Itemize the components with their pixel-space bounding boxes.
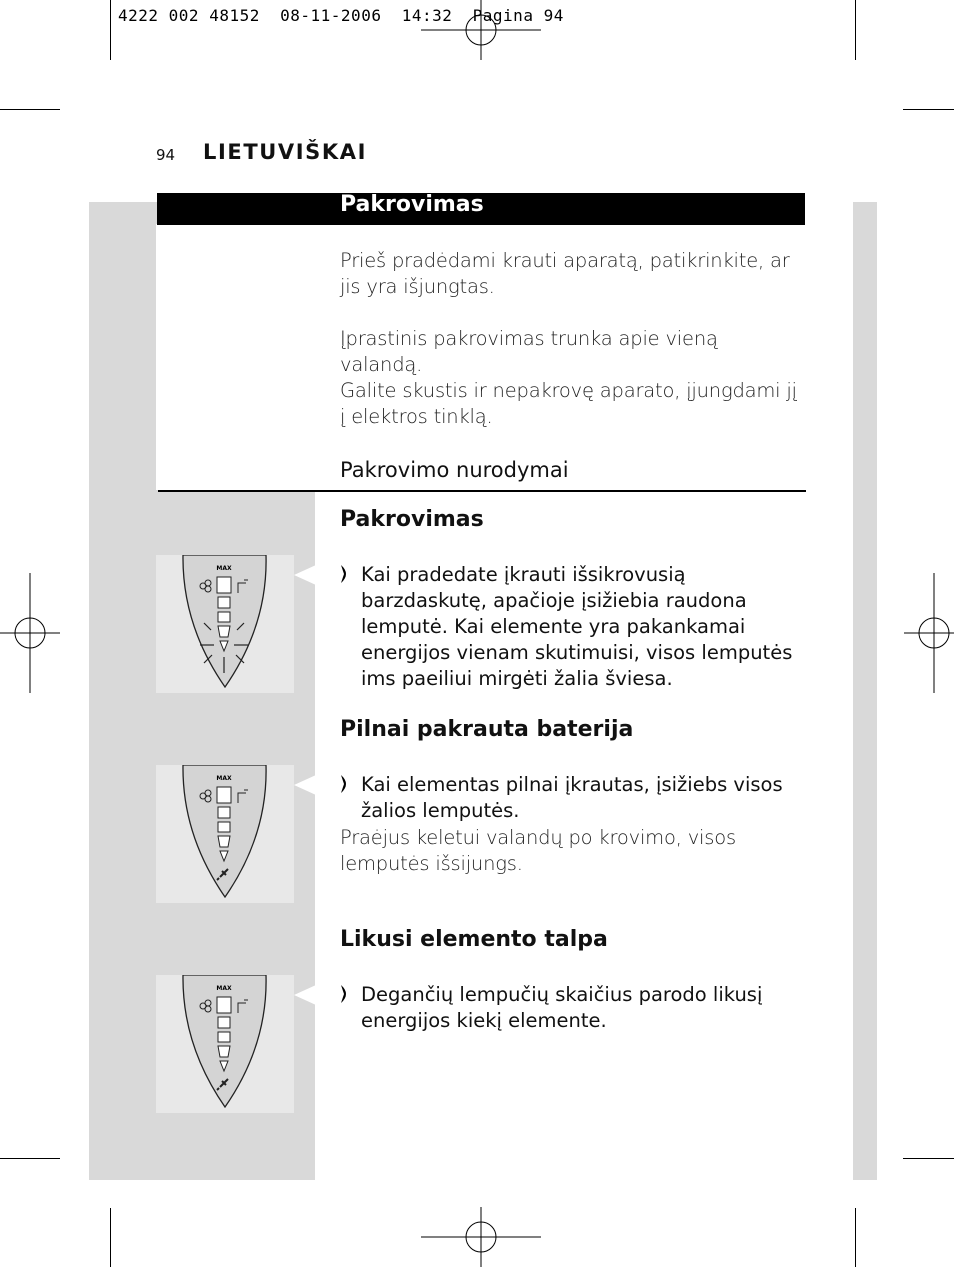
bullet-arrow-icon — [340, 564, 352, 584]
max-label: MAX — [216, 565, 232, 572]
bullet-item — [340, 772, 808, 824]
bullet-arrow-icon — [340, 984, 352, 1004]
left-white-strip — [156, 224, 315, 490]
shaver-display-illustration — [156, 555, 294, 693]
page-number: 94 — [156, 146, 176, 164]
max-label: MAX — [216, 775, 232, 782]
print-slug: 4222 002 48152 08-11-2006 14:32 Pagina 94 — [118, 6, 564, 25]
block-heading: Pilnai pakrauta baterija — [340, 717, 634, 742]
bullet-text: Kai pradedate įkrauti išsikrovusią barzdaskutę, apačioje įsižiebia raudona lemputė. Kai elemente yra pakankamai energijos vienam skutimuisi, visos lemputės ims paeiliui mirgėti žalia šviesa. — [361, 563, 793, 690]
indications-heading: Pakrovimo nurodymai — [340, 458, 569, 482]
illustration-pointer — [294, 565, 316, 585]
illustration-full-battery — [156, 765, 294, 903]
illustration-remaining-capacity — [156, 975, 294, 1113]
block-extra-text: Praėjus keletui valandų po krovimo, visos lemputės išsijungs. — [340, 826, 736, 875]
intro-paragraph: Įprastinis pakrovimas trunka apie vieną valandą. — [340, 327, 718, 376]
bullet-item — [340, 982, 808, 1034]
right-gray-panel — [853, 202, 877, 1180]
block-heading: Likusi elemento talpa — [340, 927, 608, 952]
bullet-text: Kai elementas pilnai įkrautas, įsižiebs visos žalios lemputės. — [361, 773, 783, 822]
intro-paragraph: Prieš pradėdami krauti aparatą, patikrinkite, ar jis yra išjungtas. — [340, 249, 790, 298]
bullet-arrow-icon — [340, 774, 352, 794]
section-title: Pakrovimas — [340, 192, 484, 217]
bullet-item — [340, 562, 808, 692]
illustration-pointer — [294, 775, 316, 795]
max-label: MAX — [216, 985, 232, 992]
illustration-pointer — [294, 985, 316, 1005]
section-rule — [158, 490, 806, 492]
shaver-display-illustration — [156, 975, 294, 1113]
shaver-display-illustration — [156, 765, 294, 903]
illustration-charging — [156, 555, 294, 693]
block-heading: Pakrovimas — [340, 507, 484, 532]
bullet-text: Degančių lempučių skaičius parodo likusį energijos kiekį elemente. — [361, 983, 763, 1032]
language-header: LIETUVIŠKAI — [203, 140, 368, 164]
intro-paragraph: Galite skustis ir nepakrovę aparato, įjungdami jį į elektros tinklą. — [340, 379, 797, 428]
